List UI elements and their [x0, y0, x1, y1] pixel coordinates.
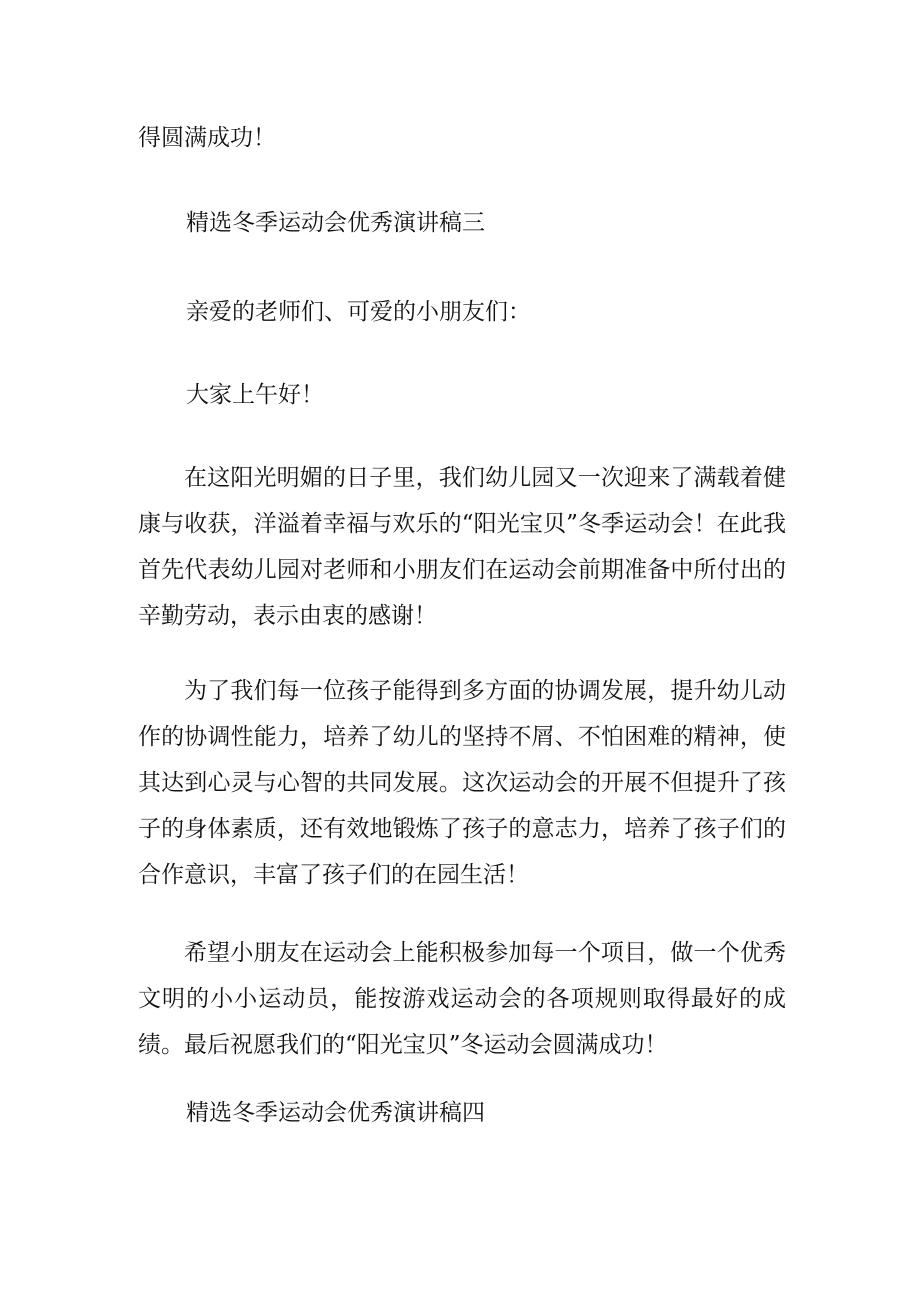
- paragraph-3: 希望小朋友在运动会上能积极参加每一个项目，做一个优秀文明的小小运动员，能按游戏运动会的各项规则取得最好的成绩。最后祝愿我们的“阳光宝贝”冬运动会圆满成功！: [138, 940, 786, 1058]
- greeting: 大家上午好！: [186, 382, 324, 408]
- salutation: 亲爱的老师们、可爱的小朋友们：: [186, 299, 531, 325]
- section-heading-3: 精选冬季运动会优秀演讲稿三: [186, 210, 485, 236]
- section-heading-4: 精选冬季运动会优秀演讲稿四: [186, 1100, 485, 1126]
- top-fragment: 得圆满成功！: [138, 125, 276, 151]
- paragraph-1: 在这阳光明媚的日子里，我们幼儿园又一次迎来了满载着健康与收获，洋溢着幸福与欢乐的“阳光宝贝”冬季运动会！在此我首先代表幼儿园对老师和小朋友们在运动会前期准备中所付出的辛勤劳动，表示由衷的感谢！: [138, 465, 786, 629]
- paragraph-2: 为了我们每一位孩子能得到多方面的协调发展，提升幼儿动作的协调性能力，培养了幼儿的坚持不屑、不怕困难的精神，使其达到心灵与心智的共同发展。这次运动会的开展不但提升了孩子的身体素质，还有效地锻炼了孩子的意志力，培养了孩子们的合作意识，丰富了孩子们的在园生活！: [138, 678, 786, 888]
